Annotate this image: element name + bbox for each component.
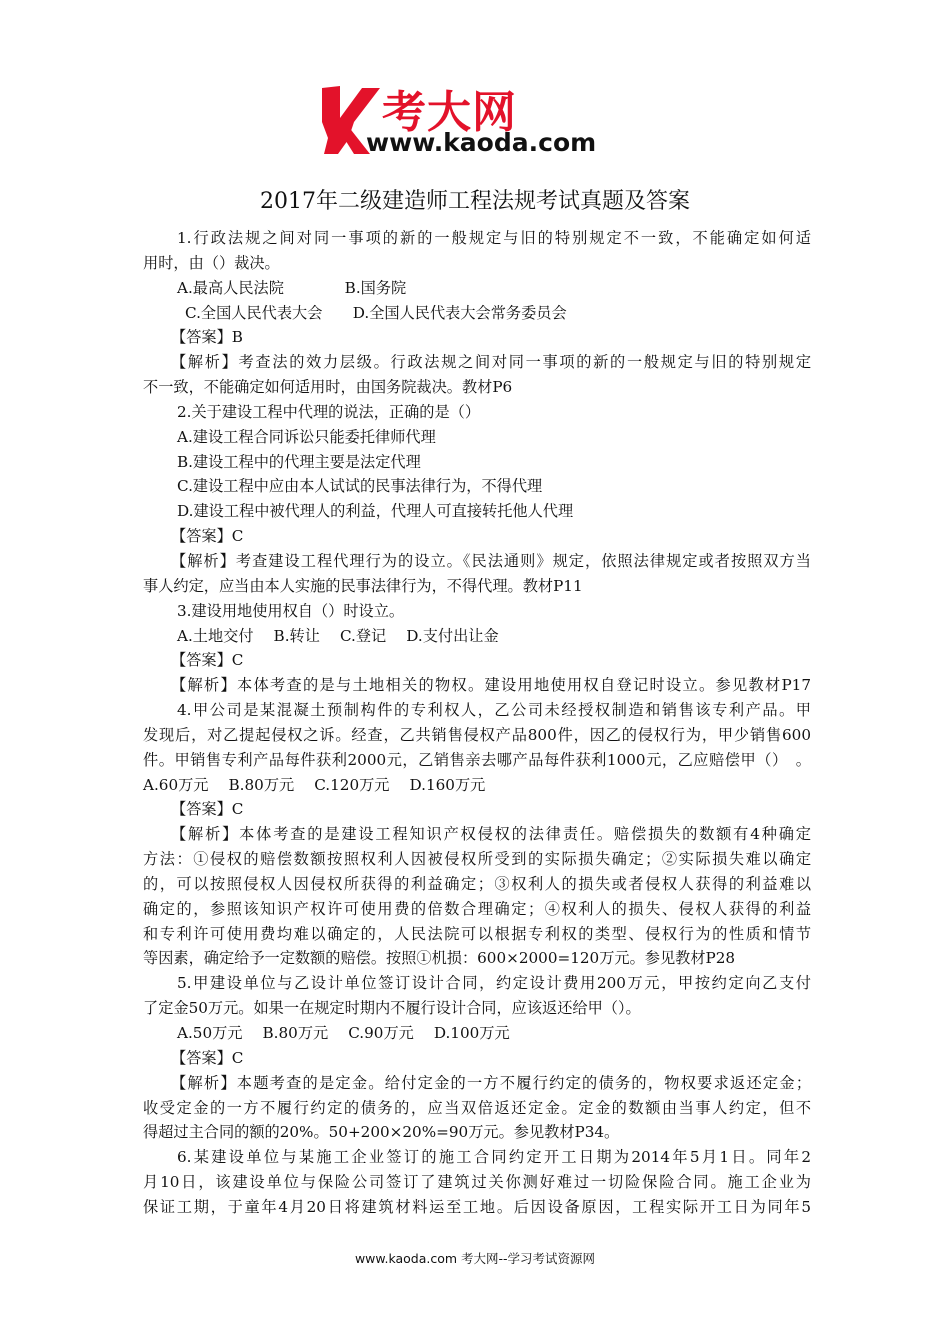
site-logo — [318, 82, 640, 158]
text-line: 【解析】本体考查的是与土地相关的物权。建设用地使用权自登记时设立。参见教材P17 — [171, 676, 811, 695]
text-line: 的，可以按照侵权人因侵权所获得的利益确定；③权利人的损失或者侵权人获得的利益难以 — [143, 874, 811, 893]
text-line: 件。甲销售专利产品每件获利2000元，乙销售亲去哪产品每件获利1000元，乙应赔偿甲（） 。 — [143, 750, 811, 769]
text-line: D.建设工程中被代理人的利益，代理人可直接转托他人代理 — [177, 502, 574, 521]
text-line: 保证工期，于童年4月20日将建筑材料运至工地。后因设备原因，工程实际开工日为同年5 — [143, 1197, 811, 1216]
text-line: 3.建设用地使用权自（）时设立。 — [177, 601, 405, 620]
text-line: 用时，由（）裁决。 — [143, 253, 280, 272]
text-line: 【答案】C — [171, 800, 244, 819]
text-line: 【答案】B — [171, 328, 243, 347]
text-line: 方法：①侵权的赔偿数额按照权利人因被侵权所受到的实际损失确定；②实际损失难以确定 — [143, 850, 811, 869]
text-line: 月10日，该建设单位与保险公司签订了建筑过关你测好难过一切险保险合同。施工企业为 — [143, 1173, 811, 1192]
text-line: A.最高人民法院 B.国务院 — [177, 278, 407, 297]
text-line: C.全国人民代表大会 D.全国人民代表大会常务委员会 — [185, 303, 567, 322]
text-line: A.60万元 B.80万元 C.120万元 D.160万元 — [143, 775, 486, 794]
text-line: 发现后，对乙提起侵权之诉。经查，乙共销售侵权产品800件，因乙的侵权行为，甲少销售600 — [143, 725, 811, 744]
text-line: 确定的，参照该知识产权许可使用费的倍数合理确定；④权利人的损失、侵权人获得的利益 — [143, 899, 811, 918]
text-line: 【答案】C — [171, 651, 244, 670]
text-line: 得超过主合同的额的20%。50+200×20%=90万元。参见教材P34。 — [143, 1123, 620, 1142]
text-line: 【答案】C — [171, 527, 244, 546]
logo-chinese-text: 考大网 — [382, 87, 517, 138]
text-line: 5.甲建设单位与乙设计单位签订设计合同，约定设计费用200万元，甲按约定向乙支付 — [177, 974, 811, 993]
text-line: 收受定金的一方不履行约定的债务的，应当双倍返还定金。定金的数额由当事人约定，但不 — [143, 1098, 811, 1117]
page-footer: www.kaoda.com 考大网--学习考试资源网 — [354, 1251, 596, 1266]
text-line: 和专利许可使用费均难以确定的，人民法院可以根据专利权的类型、侵权行为的性质和情节 — [143, 924, 811, 943]
text-line: 事人约定，应当由本人实施的民事法律行为，不得代理。教材P11 — [143, 576, 583, 595]
document-body — [143, 226, 811, 1220]
text-line: A.建设工程合同诉讼只能委托律师代理 — [177, 427, 436, 446]
text-line: 6.某建设单位与某施工企业签订的施工合同约定开工日期为2014年5月1日。同年2 — [177, 1148, 811, 1167]
text-line: 不一致，不能确定如何适用时，由国务院裁决。教材P6 — [143, 378, 513, 397]
text-line: 2.关于建设工程中代理的说法，正确的是（） — [177, 402, 481, 421]
text-line: 等因素，确定给予一定数额的赔偿。按照①机损：600×2000=120万元。参见教材P28 — [143, 949, 736, 968]
text-line: 4.甲公司是某混凝土预制构件的专利权人，乙公司未经授权制造和销售该专利产品。甲 — [177, 701, 811, 720]
page-title: 2017年二级建造师工程法规考试真题及答案 — [260, 189, 690, 214]
text-line: A.50万元 B.80万元 C.90万元 D.100万元 — [177, 1024, 510, 1042]
logo-url-text: www.kaoda.com — [366, 128, 597, 157]
text-line: 【答案】C — [171, 1048, 244, 1067]
text-line: 【解析】本体考查的是建设工程知识产权侵权的法律责任。赔偿损失的数额有4种确定 — [171, 825, 811, 844]
text-line: B.建设工程中的代理主要是法定代理 — [177, 452, 421, 471]
text-line: 1.行政法规之间对同一事项的新的一般规定与旧的特别规定不一致，不能确定如何适 — [177, 229, 811, 247]
text-line: A.土地交付 B.转让 C.登记 D.支付出让金 — [177, 626, 499, 645]
text-line: 【解析】考查法的效力层级。行政法规之间对同一事项的新的一般规定与旧的特别规定 — [171, 353, 811, 372]
text-line: C.建设工程中应由本人试试的民事法律行为，不得代理 — [177, 477, 543, 496]
text-line: 了定金50万元。如果一在规定时期内不履行设计合同，应该返还给甲（）。 — [143, 999, 641, 1018]
text-line: 【解析】考查建设工程代理行为的设立。《民法通则》规定，依照法律规定或者按照双方当 — [171, 551, 811, 570]
text-line: 【解析】本题考查的是定金。给付定金的一方不履行约定的债务的，物权要求返还定金； — [171, 1073, 811, 1092]
